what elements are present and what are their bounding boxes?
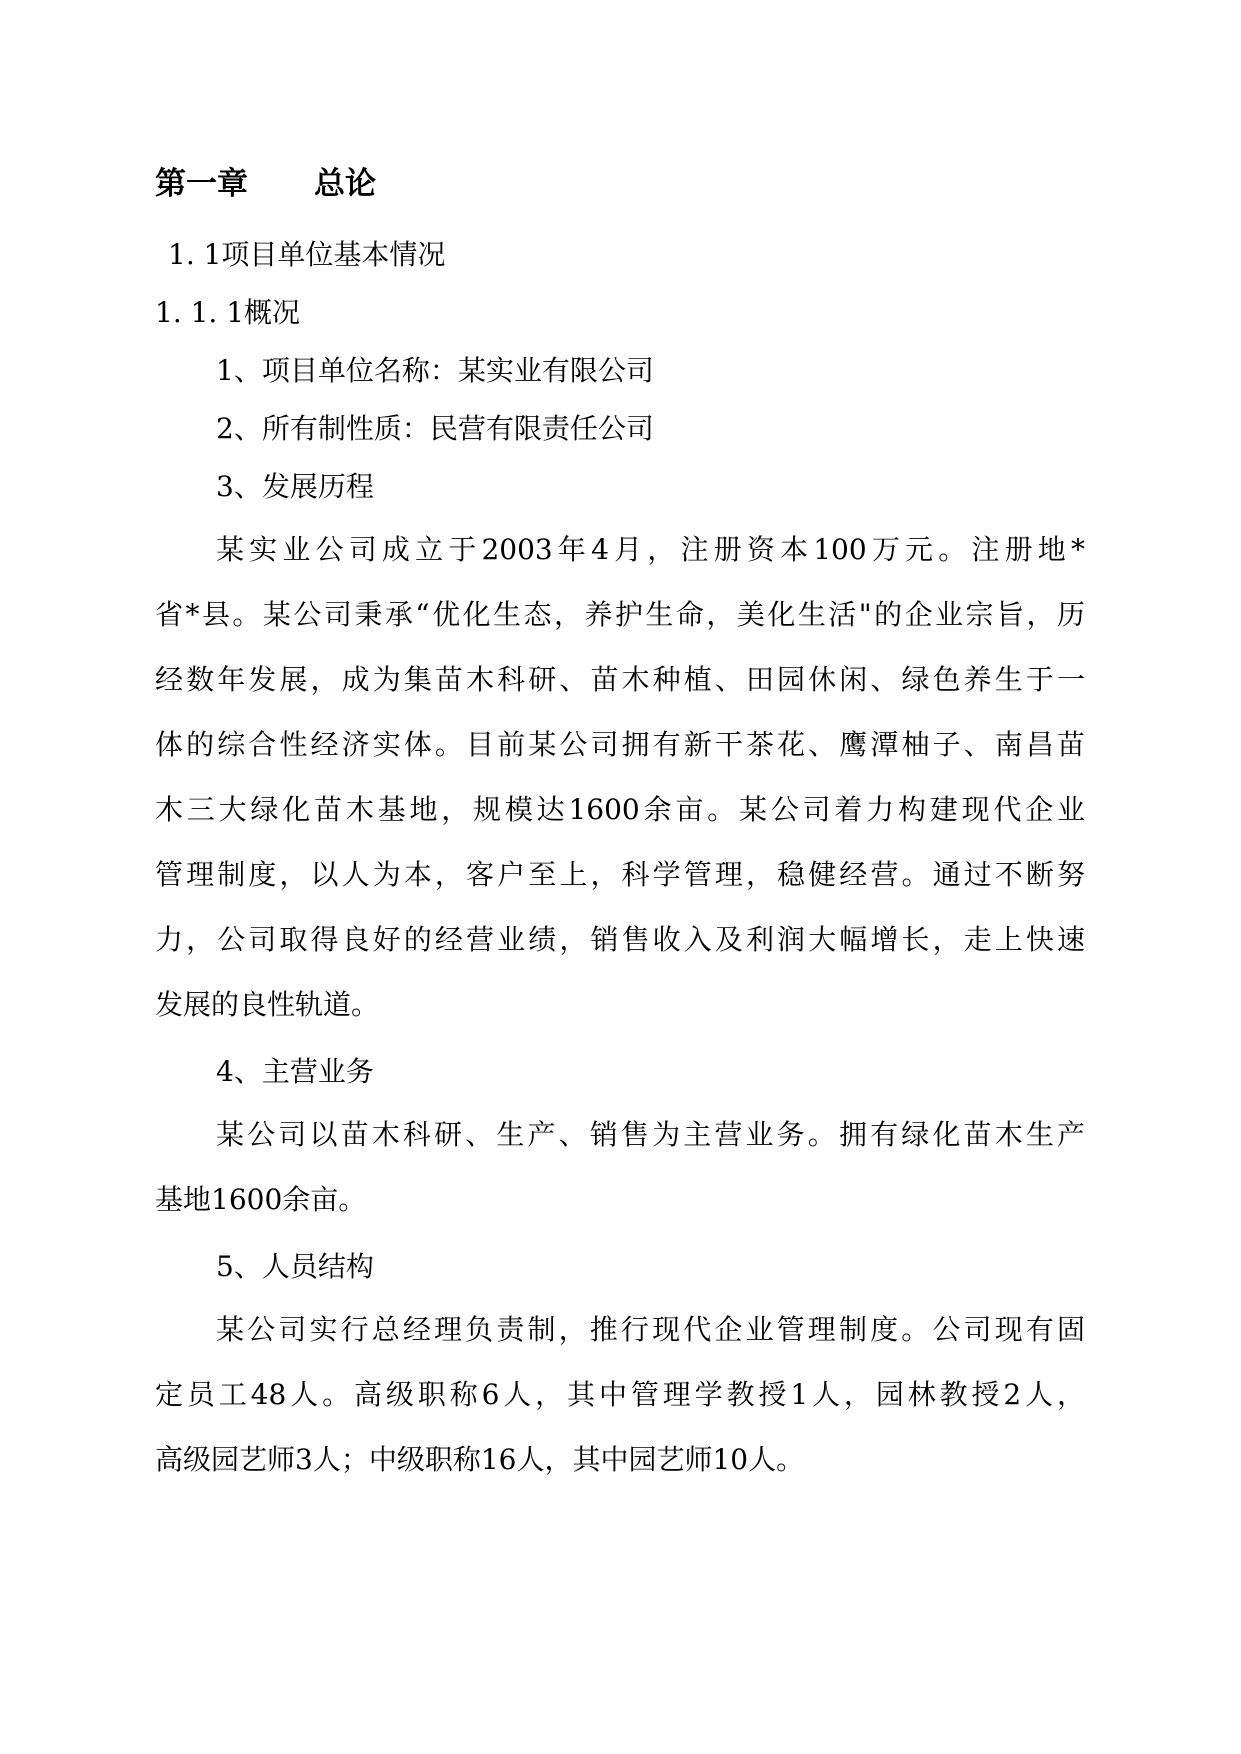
paragraph-history: [155, 530, 1085, 1050]
paragraph-line: 管理制度，以人为本，客户至上，科学管理，稳健经营。通过不断努: [155, 858, 1085, 891]
paragraph-business: [155, 1115, 1085, 1245]
paragraph-line: 基地1600余亩。: [155, 1183, 367, 1216]
paragraph-line: 某公司以苗木科研、生产、销售为主营业务。拥有绿化苗木生产: [216, 1118, 1085, 1151]
paragraph-line: 某公司实行总经理负责制，推行现代企业管理制度。公司现有固: [216, 1313, 1085, 1346]
subsection-heading: 1. 1. 1概况: [155, 296, 301, 329]
item-staff-structure: 5、人员结构: [216, 1250, 374, 1283]
paragraph-line: 经数年发展，成为集苗木科研、苗木种植、田园休闲、绿色养生于一: [155, 663, 1085, 696]
item-history: 3、发展历程: [216, 470, 374, 503]
paragraph-line: 发展的良性轨道。: [155, 988, 380, 1021]
chapter-title: 总论: [314, 166, 376, 202]
chapter-heading: [155, 164, 376, 204]
paragraph-line: 某实业公司成立于2003年4月，注册资本100万元。注册地*: [216, 533, 1085, 566]
paragraph-line: 定员工48人。高级职称6人，其中管理学教授1人，园林教授2人，: [155, 1378, 1085, 1411]
item-main-business: 4、主营业务: [216, 1055, 374, 1088]
paragraph-staff: [155, 1310, 1085, 1505]
paragraph-line: 木三大绿化苗木基地，规模达1600余亩。某公司着力构建现代企业: [155, 793, 1085, 826]
paragraph-line: 体的综合性经济实体。目前某公司拥有新干茶花、鹰潭柚子、南昌苗: [155, 728, 1085, 761]
paragraph-line: 高级园艺师3人；中级职称16人，其中园艺师10人。: [155, 1443, 805, 1476]
section-heading: 1. 1项目单位基本情况: [168, 238, 446, 271]
chapter-number: 第一章: [155, 166, 248, 202]
item-ownership: 2、所有制性质：民营有限责任公司: [216, 412, 654, 445]
paragraph-line: 力，公司取得良好的经营业绩，销售收入及利润大幅增长，走上快速: [155, 923, 1085, 956]
item-unit-name: 1、项目单位名称：某实业有限公司: [216, 354, 654, 387]
paragraph-line: 省*县。某公司秉承“优化生态，养护生命，美化生活"的企业宗旨，历: [155, 598, 1085, 631]
